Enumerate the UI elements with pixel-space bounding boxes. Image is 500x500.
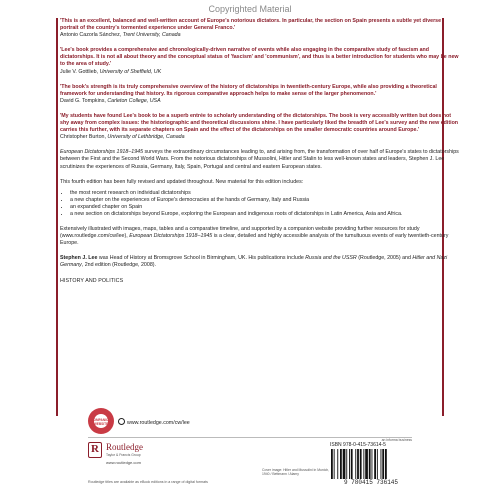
reviewer-affiliation: University of Sheffield, UK — [99, 68, 162, 75]
divider — [88, 437, 412, 438]
book-title: European Dictatorships 1918–1945 — [129, 233, 213, 240]
publisher-group: Taylor & Francis Group — [106, 453, 141, 457]
informa-imprint: an informa business — [381, 438, 412, 442]
list-item: • the most recent research on individual dictatorships — [70, 190, 460, 197]
isbn-barcode-block — [330, 438, 412, 490]
quote-attribution — [60, 98, 460, 105]
reviewer-affiliation: Trent University, Canada — [122, 32, 181, 39]
book-title: Russia and the USSR — [305, 255, 357, 262]
quote-attribution — [60, 134, 460, 141]
reviewer-affiliation: University of Lethbridge, Canada — [107, 134, 185, 141]
illustrated-text: is a clear, detailed and highly accessible analysis of the tumultuous events of early twentieth-century Europe. — [60, 233, 449, 247]
cover-image-credit: Cover image: Hitler and Mussolini in Munich, 1940 / Bettmann / Alamy — [262, 468, 330, 476]
barcode — [330, 449, 412, 479]
book-title: Hitler and Nazi Germany — [60, 255, 448, 269]
book-title: European Dictatorships 1918–1945 — [60, 149, 144, 156]
companion-url: www.routledge.com/cw/lee — [127, 420, 190, 426]
edition-intro: This fourth edition has been fully revised and updated throughout. New material for this edition includes: — [60, 178, 304, 185]
list-item: • an expanded chapter on Spain — [70, 204, 460, 211]
reviewer-name: Julie V. Gottlieb, — [60, 68, 99, 75]
review-quote — [60, 47, 460, 75]
reviewer-name: Christopher Burton, — [60, 134, 106, 141]
back-cover-text — [60, 18, 460, 285]
companion-website-link[interactable] — [118, 418, 190, 426]
description-text: surveys the extraordinary circumstances leading to, and arising from, the transformation of over half of Europe's states to dictatorships between the First and the Second World Wars. From the notorious dictatorships of Mussolini, Hitler and Stalin to less well-known states and leaders, Stephen J. Lee scrutinizes the experiences of Russia, Germany, Italy, Spain, Portugal and central and eastern European states. — [60, 149, 459, 170]
routledge-logo-icon — [88, 442, 102, 458]
illustrated-paragraph — [60, 226, 460, 247]
bio-text: was Head of History at Bromsgrove School in Birmingham, UK. His publications include — [97, 255, 306, 262]
reviewer-name: David G. Tompkins, — [60, 97, 106, 104]
subject-category: HISTORY AND POLITICS — [60, 277, 124, 284]
quote-text: 'The book's strength is its truly comprehensive overview of the history of dictatorships in twentieth-century Europe, while also providing a theoretical framework for understanding that history. Its rigorous comparative approach helps to make sense of the larger phenomenon.' — [60, 83, 437, 97]
review-quote — [60, 84, 460, 105]
book-description — [60, 149, 460, 170]
isbn: ISBN 978-0-415-73614-5 — [330, 442, 386, 448]
reviewer-affiliation: Carleton College, USA — [107, 97, 161, 104]
companion-label: COMPANION WEBSITE — [91, 418, 111, 426]
author-bio — [60, 255, 460, 269]
reviewer-name: Antonio Cazorla Sánchez, — [60, 32, 122, 39]
quote-text: 'This is an excellent, balanced and well-written account of Europe's notorious dictators. In particular, the section on Spain presents a subtle yet diverse portrait of the country's tormented experience under General Franco.' — [60, 18, 442, 32]
new-material-list — [60, 190, 460, 218]
copyright-watermark: Copyrighted Material — [208, 4, 292, 14]
globe-icon — [118, 418, 125, 425]
barcode-number: 9 780415 736145 — [343, 479, 398, 486]
author-name: Stephen J. Lee — [60, 255, 98, 262]
illustrated-text: Extensively illustrated with images, maps, tables and a comparative timeline, and supported by a companion website providing further resources for study (www.routledge.com/cw/lee), — [60, 226, 420, 240]
list-item: • a new section on dictatorships beyond Europe, exploring the European and indigenous roots of dictatorships in Latin America, Asia and Africa. — [70, 211, 460, 218]
quote-text: 'Lee's book provides a comprehensive and chronologically-driven narrative of events while also engaging in the comparative study of fascism and dictatorships. It is not all about theory and the conceptual status of 'fascism' and 'communism', and thus is a better introduction for students who may be new to the area of study.' — [60, 47, 459, 68]
quote-attribution — [60, 69, 460, 76]
bio-text: , 2nd edition (Routledge, 2008). — [81, 262, 157, 269]
review-quote — [60, 113, 460, 141]
ebook-footnote: Routledge titles are available as eBook editions in a range of digital formats — [88, 480, 208, 484]
quote-text: 'My students have found Lee's book to be a superb entrée to scholarly understanding of the dictatorships. The book is very accessibly written but does not shy away from complex issues: the historiographic and theoretical discussions shine. I have particularly liked the breadth of Lee's survey and the new edition carries this further, with its separate chapters on Spain and the effect of the dictatorships on the smaller democratic countries around Europe.' — [60, 112, 459, 134]
companion-website-logo — [88, 408, 114, 434]
quote-attribution — [60, 32, 460, 39]
list-item: • a new chapter on the experiences of Europe's democracies at the hands of Germany, Italy and Russia — [70, 197, 460, 204]
review-quote — [60, 18, 460, 39]
publisher-name: Routledge — [106, 442, 143, 452]
logo-letter: R — [91, 443, 99, 455]
publisher-url[interactable]: www.routledge.com — [106, 460, 141, 465]
bio-text: (Routledge, 2005) and — [356, 255, 413, 262]
left-accent-bar — [56, 18, 58, 416]
